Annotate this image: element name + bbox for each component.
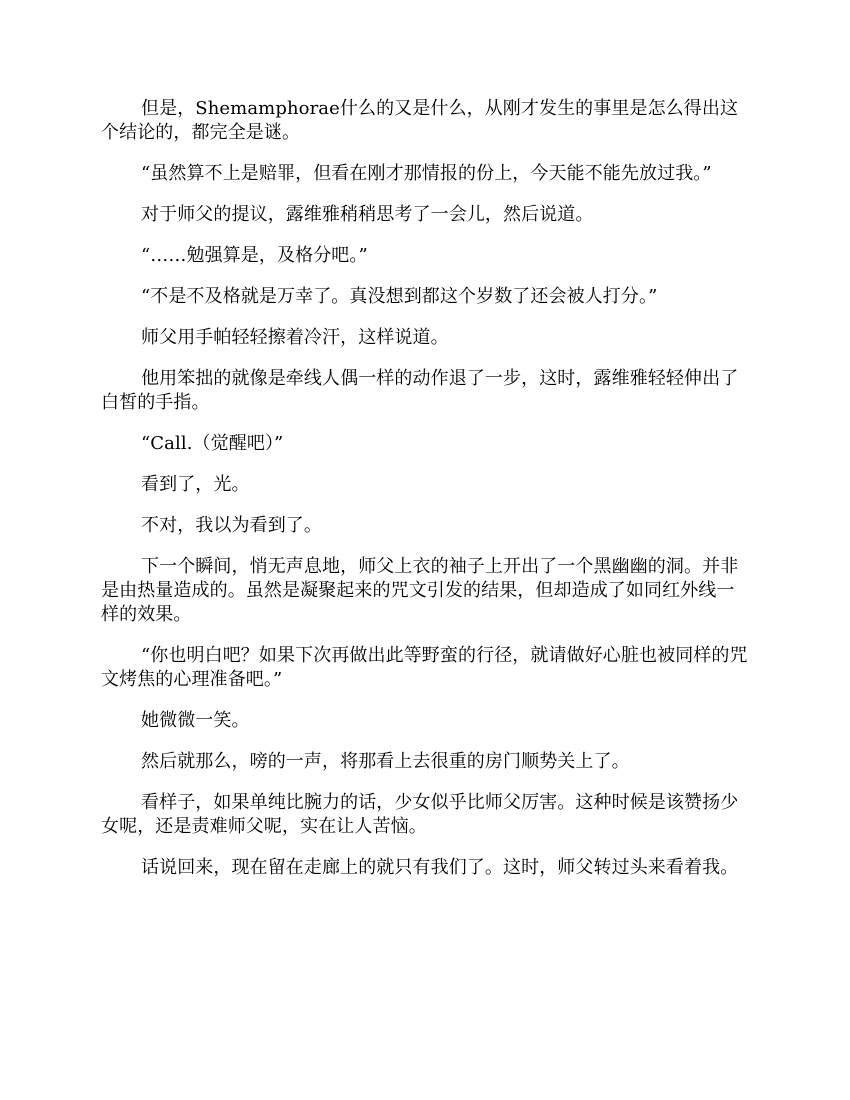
- paragraph: “Call.（觉醒吧）”: [141, 433, 284, 454]
- paragraph: 不对，我以为看到了。: [141, 515, 322, 536]
- paragraph: 话说回来，现在留在走廊上的就只有我们了。这时，师父转过头来看着我。: [141, 857, 739, 878]
- paragraph: “你也明白吧？如果下次再做出此等野蛮的行径，就请做好心脏也被同样的咒文烤焦的心理准备吧。”: [101, 645, 748, 690]
- paragraph: “虽然算不上是赔罪，但看在刚才那情报的份上，今天能不能先放过我。”: [141, 163, 712, 184]
- document-body: [101, 97, 749, 880]
- paragraph: 师父用手帕轻轻擦着冷汗，这样说道。: [141, 327, 449, 348]
- paragraph: 他用笨拙的就像是牵线人偶一样的动作退了一步，这时，露维雅轻轻伸出了白皙的手指。: [101, 368, 739, 413]
- paragraph: “……勉强算是，及格分吧。”: [141, 245, 368, 266]
- paragraph: 下一个瞬间，悄无声息地，师父上衣的袖子上开出了一个黑幽幽的洞。并非是由热量造成的。虽然是凝聚起来的咒文引发的结果，但却造成了如同红外线一样的效果。: [101, 556, 739, 625]
- paragraph: 看到了，光。: [141, 474, 250, 495]
- paragraph: 看样子，如果单纯比腕力的话，少女似乎比师父厉害。这种时候是该赞扬少女呢，还是责难师父呢，实在让人苦恼。: [101, 792, 739, 837]
- paragraph: “不是不及格就是万幸了。真没想到都这个岁数了还会被人打分。”: [141, 286, 658, 307]
- paragraph: 对于师父的提议，露维雅稍稍思考了一会儿，然后说道。: [141, 204, 594, 225]
- paragraph: 但是，Shemamphorae什么的又是什么，从刚才发生的事里是怎么得出这个结论的，都完全是谜。: [101, 98, 739, 143]
- paragraph: 然后就那么，嗙的一声，将那看上去很重的房门顺势关上了。: [141, 751, 630, 772]
- paragraph: 她微微一笑。: [141, 710, 250, 731]
